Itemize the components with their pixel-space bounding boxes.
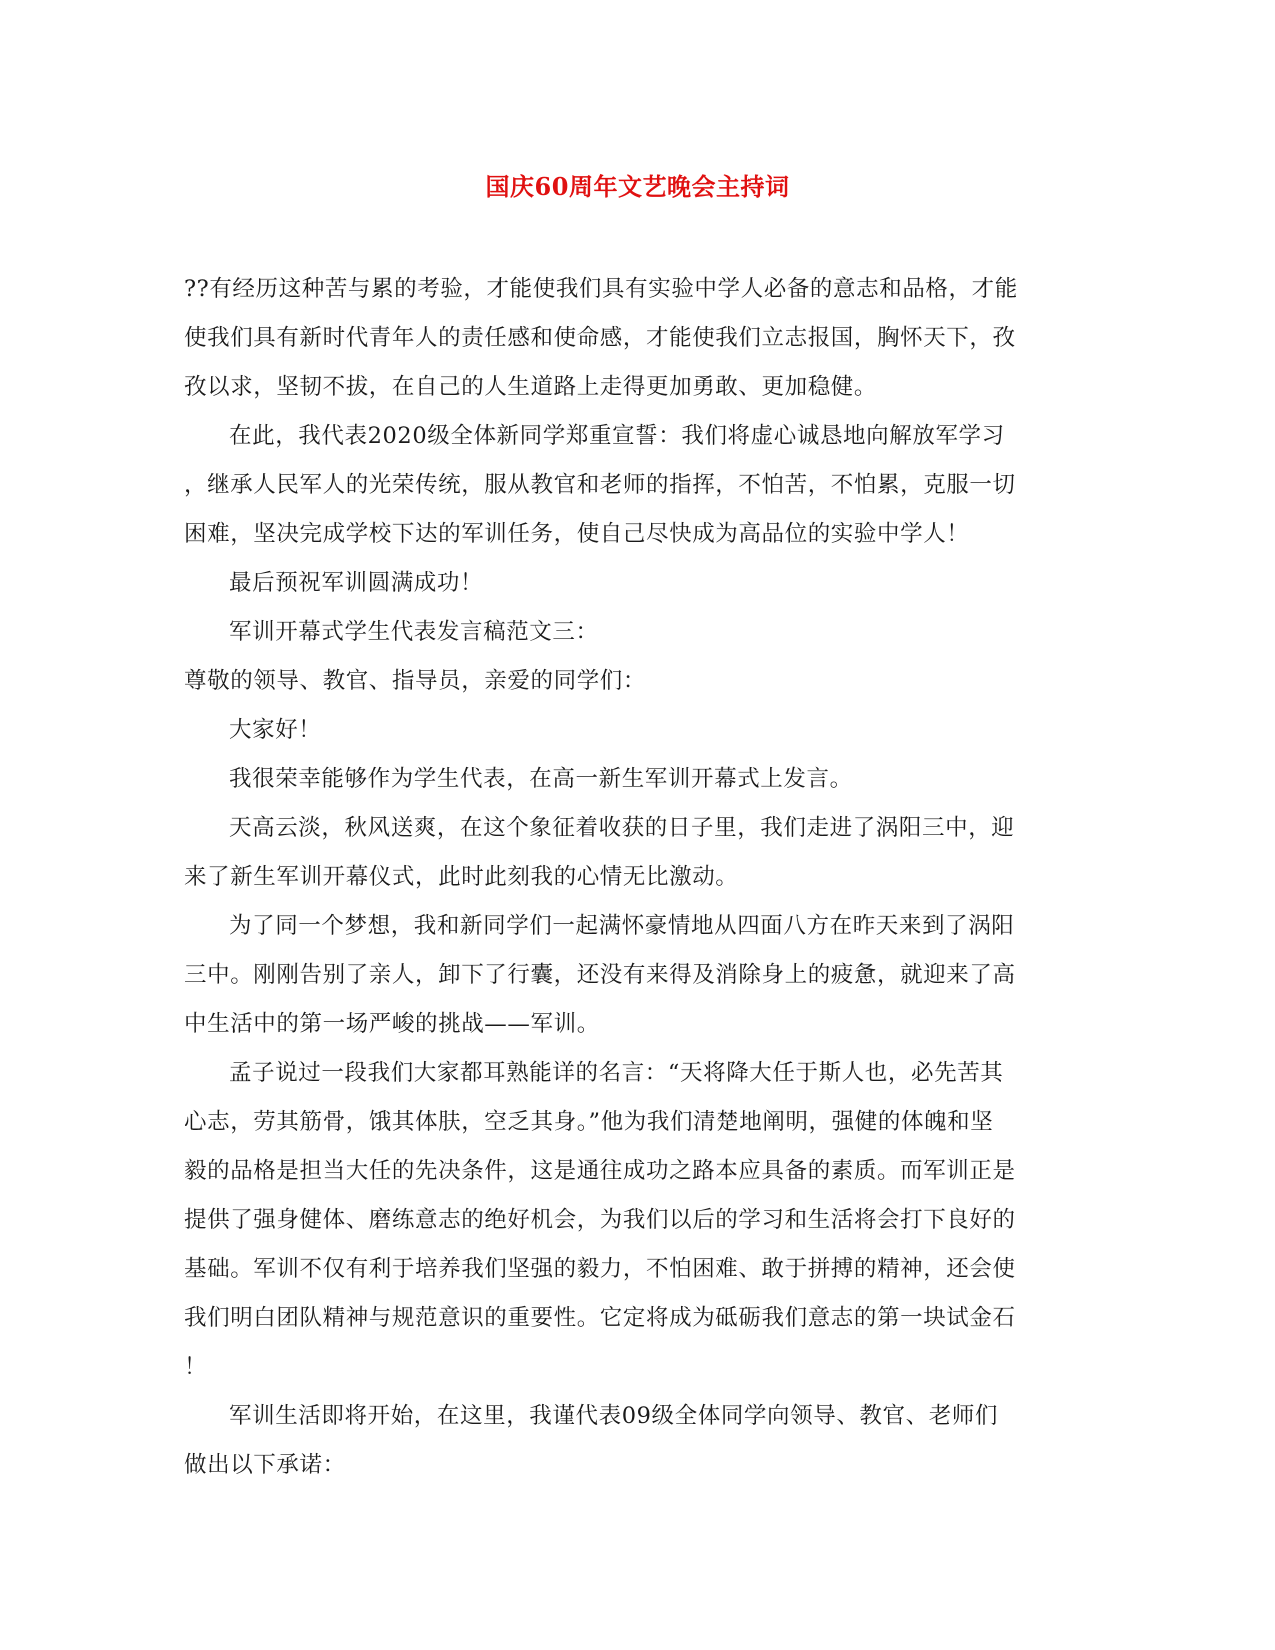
text-line: 军训生活即将开始，在这里，我谨代表09级全体同学向领导、教官、老师们 [229,1403,999,1429]
text-line: 毅的品格是担当大任的先决条件，这是通往成功之路本应具备的素质。而军训正是 [184,1158,1016,1184]
paragraph-4 [184,608,1096,657]
text-line: 在此，我代表2020级全体新同学郑重宣誓：我们将虚心诚恳地向解放军学习 [229,423,1005,449]
text-line: 三中。刚刚告别了亲人，卸下了行囊，还没有来得及消除身上的疲惫，就迎来了高 [184,962,1016,988]
text-line: ??有经历这种苦与累的考验，才能使我们具有实验中学人必备的意志和品格，才能 [184,276,1018,302]
paragraph-8 [184,804,1096,902]
text-line: 孜以求，坚韧不拔，在自己的人生道路上走得更加勇敢、更加稳健。 [184,374,878,400]
text-line: 提供了强身健体、磨练意志的绝好机会，为我们以后的学习和生活将会打下良好的 [184,1207,1016,1233]
paragraph-9 [184,902,1096,1049]
text-line: 使我们具有新时代青年人的责任感和使命感，才能使我们立志报国，胸怀天下，孜 [184,325,1016,351]
text-line: 尊敬的领导、教官、指导员，亲爱的同学们： [184,668,647,694]
text-line: 为了同一个梦想，我和新同学们一起满怀豪情地从四面八方在昨天来到了涡阳 [229,913,1015,939]
text-line: ，继承人民军人的光荣传统，服从教官和老师的指挥，不怕苦，不怕累，克服一切 [184,472,1016,498]
text-line: 我们明白团队精神与规范意识的重要性。它定将成为砥砺我们意志的第一块试金石 [184,1305,1016,1331]
text-line: 最后预祝军训圆满成功！ [229,570,484,596]
text-line: 心志，劳其筋骨，饿其体肤，空乏其身。”他为我们清楚地阐明，强健的体魄和坚 [184,1109,994,1135]
text-line: 大家好！ [229,717,322,743]
paragraph-11 [184,1392,1096,1490]
text-line: 军训开幕式学生代表发言稿范文三： [229,619,599,645]
text-line: 中生活中的第一场严峻的挑战——军训。 [184,1011,600,1037]
paragraph-7 [184,755,1096,804]
text-line: 困难，坚决完成学校下达的军训任务，使自己尽快成为高品位的实验中学人！ [184,521,970,547]
paragraph-1 [184,265,1096,412]
paragraph-5 [184,657,1096,706]
text-line: 来了新生军训开幕仪式，此时此刻我的心情无比激动。 [184,864,739,890]
text-line: 孟子说过一段我们大家都耳熟能详的名言：“天将降大任于斯人也，必先苦其 [229,1060,1004,1086]
document-body [184,265,1096,1490]
text-line: 天高云淡，秋风送爽，在这个象征着收获的日子里，我们走进了涡阳三中，迎 [229,815,1015,841]
text-line: 基础。军训不仅有利于培养我们坚强的毅力，不怕困难、敢于拼搏的精神，还会使 [184,1256,1016,1282]
paragraph-2 [184,412,1096,559]
text-line: ！ [184,1354,208,1380]
paragraph-10 [184,1049,1096,1392]
paragraph-6 [184,706,1096,755]
document-title: 国庆60周年文艺晚会主持词 [485,172,790,201]
text-line: 做出以下承诺： [184,1452,346,1478]
text-line: 我很荣幸能够作为学生代表，在高一新生军训开幕式上发言。 [229,766,853,792]
paragraph-3 [184,559,1096,608]
